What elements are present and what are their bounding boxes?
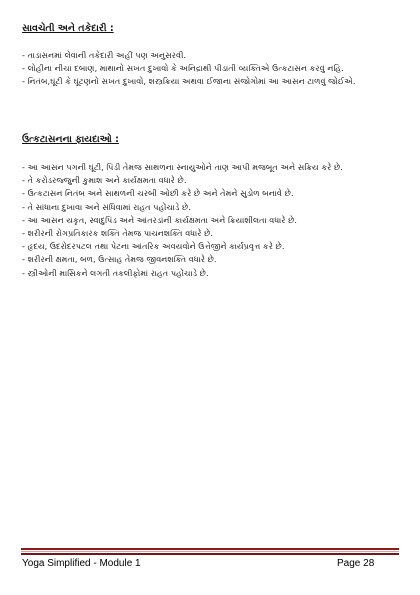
list-item: - શરીરની ક્ષમતા, બળ, ઉત્સાહ તેમજ જીવનશક્તિ વધારે છે. bbox=[22, 253, 402, 266]
list-item: - શરીરની રોગપ્રતિકારક શક્તિ તેમજ પાચનશક્તિ વધારે છે. bbox=[22, 227, 402, 240]
list-item: - તે સાંધાના દુખાવા અને સંધિવામાં રાહત પહોંચાડે છે. bbox=[22, 201, 402, 214]
footer-rule-middle bbox=[21, 551, 399, 552]
list-item: - નિતંબ,ઘૂંટી કે ઘૂંટણનો સખત દુખાવો, શસ્ત્રક્રિયા અથવા ઈજાના સંજોગોમાં આ આસન ટાળવું જોઈએ. bbox=[22, 75, 402, 88]
precautions-list bbox=[22, 49, 402, 89]
list-item: - આ આસન પગની ઘૂંટી, પિંડી તેમજ સાથળના સ્નાયુઓને તાણ આપી મજબૂત અને સક્રિય કરે છે. bbox=[22, 161, 402, 174]
list-item: - હૃદય, ઉદરોદરપટલ તથા પેટના આંતરિક અવયવોને ઉત્તેજીને કાર્યપ્રવૃત્ત કરે છે. bbox=[22, 240, 402, 253]
page-number: Page 28 bbox=[337, 558, 375, 569]
footer-rule-top bbox=[21, 548, 399, 550]
list-item: - આ આસન યકૃત, સ્વાદુપિંડ અને આંતરડાંની કાર્યક્ષમતા અને ક્રિયાશીલતા વધારે છે. bbox=[22, 214, 402, 227]
list-item: - તે કરોડરજ્જુની કુમાશ અને કાર્યક્ષમતા વધારે છે. bbox=[22, 174, 402, 187]
list-item: - તાડાસનમાં લેવાની તકેદારી અહીં પણ અનુસરવી. bbox=[22, 49, 402, 62]
list-item: - ઉત્કટાસન નિતંબ અને સાથળની ચરબી ઓછી કરે છે અને તેમને સુડોળ બનાવે છે. bbox=[22, 187, 402, 200]
benefits-list bbox=[22, 161, 402, 280]
footer-title: Yoga Simplified - Module 1 bbox=[22, 558, 141, 569]
footer-rule-bottom bbox=[21, 553, 399, 555]
list-item: - લોહીના નીચા દબાણ, માથાનો સખત દુખાવો કે અનિદ્રાથી પીડાતી વ્યક્તિએ ઉત્કટાસન કરવું નહિ. bbox=[22, 62, 402, 75]
precautions-heading: સાવચેતી અને તકેદારી : bbox=[22, 23, 114, 34]
list-item: - સ્ત્રીઓની માસિકને લગતી તકલીફોમાં રાહત પહોંચાડે છે. bbox=[22, 267, 402, 280]
benefits-heading: ઉત્કટાસનના ફાયદાઓ : bbox=[22, 134, 119, 145]
